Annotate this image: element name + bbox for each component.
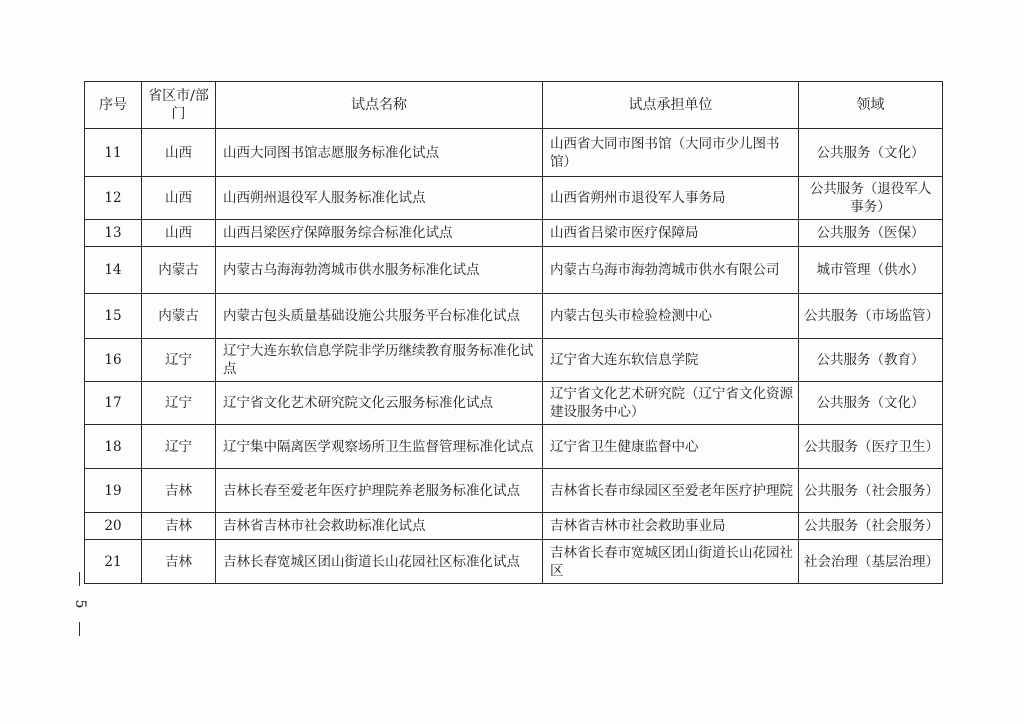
row-name: 山西大同图书馆志愿服务标准化试点 — [216, 129, 543, 177]
row-no: 18 — [85, 425, 142, 469]
row-unit: 山西省大同市图书馆（大同市少儿图书馆） — [543, 129, 799, 177]
row-field: 公共服务（教育） — [799, 339, 943, 382]
row-no: 19 — [85, 469, 142, 513]
row-province: 山西 — [142, 220, 216, 247]
row-field: 公共服务（退役军人事务） — [799, 177, 943, 220]
table-row — [85, 294, 943, 339]
table-row — [85, 220, 943, 247]
row-field: 公共服务（社会服务） — [799, 469, 943, 513]
row-name: 辽宁省文化艺术研究院文化云服务标准化试点 — [216, 382, 543, 425]
row-province: 山西 — [142, 177, 216, 220]
row-field: 社会治理（基层治理） — [799, 540, 943, 584]
table-row — [85, 129, 943, 177]
row-unit: 山西省吕梁市医疗保障局 — [543, 220, 799, 247]
row-province: 吉林 — [142, 469, 216, 513]
table-row — [85, 469, 943, 513]
row-unit: 辽宁省大连东软信息学院 — [543, 339, 799, 382]
row-no: 12 — [85, 177, 142, 220]
table-row — [85, 425, 943, 469]
row-name: 山西朔州退役军人服务标准化试点 — [216, 177, 543, 220]
row-no: 13 — [85, 220, 142, 247]
row-no: 16 — [85, 339, 142, 382]
row-name: 吉林长春宽城区团山街道长山花园社区标准化试点 — [216, 540, 543, 584]
table-row — [85, 177, 943, 220]
row-no: 21 — [85, 540, 142, 584]
pilot-projects-table — [84, 81, 943, 584]
row-no: 20 — [85, 513, 142, 540]
page-number-dash-bottom — [79, 622, 80, 636]
row-name: 吉林长春至爱老年医疗护理院养老服务标准化试点 — [216, 469, 543, 513]
row-unit: 吉林省长春市宽城区团山街道长山花园社区 — [543, 540, 799, 584]
header-name: 试点名称 — [216, 82, 543, 129]
row-unit: 吉林省吉林市社会救助事业局 — [543, 513, 799, 540]
table-row — [85, 382, 943, 425]
header-no: 序号 — [85, 82, 142, 129]
row-no: 15 — [85, 294, 142, 339]
row-name: 山西吕梁医疗保障服务综合标准化试点 — [216, 220, 543, 247]
row-field: 公共服务（社会服务） — [799, 513, 943, 540]
row-unit: 山西省朔州市退役军人事务局 — [543, 177, 799, 220]
row-field: 公共服务（文化） — [799, 129, 943, 177]
row-field: 城市管理（供水） — [799, 247, 943, 294]
row-unit: 内蒙古包头市检验检测中心 — [543, 294, 799, 339]
row-unit: 内蒙古乌海市海勃湾城市供水有限公司 — [543, 247, 799, 294]
row-field: 公共服务（医疗卫生） — [799, 425, 943, 469]
table-row — [85, 247, 943, 294]
row-name: 内蒙古乌海海勃湾城市供水服务标准化试点 — [216, 247, 543, 294]
table-header-row — [85, 82, 943, 129]
row-province: 辽宁 — [142, 425, 216, 469]
row-no: 17 — [85, 382, 142, 425]
row-province: 辽宁 — [142, 382, 216, 425]
row-field: 公共服务（文化） — [799, 382, 943, 425]
page-number-dash-top — [79, 572, 80, 586]
row-name: 辽宁集中隔离医学观察场所卫生监督管理标准化试点 — [216, 425, 543, 469]
row-unit: 吉林省长春市绿园区至爱老年医疗护理院 — [543, 469, 799, 513]
row-province: 吉林 — [142, 540, 216, 584]
row-province: 山西 — [142, 129, 216, 177]
row-no: 11 — [85, 129, 142, 177]
row-field: 公共服务（市场监管） — [799, 294, 943, 339]
table-row — [85, 339, 943, 382]
header-province: 省区市/部门 — [142, 82, 216, 129]
page-number-value: 5 — [72, 599, 88, 609]
row-name: 辽宁大连东软信息学院非学历继续教育服务标准化试点 — [216, 339, 543, 382]
header-field: 领域 — [799, 82, 943, 129]
row-field: 公共服务（医保） — [799, 220, 943, 247]
row-province: 内蒙古 — [142, 294, 216, 339]
row-province: 吉林 — [142, 513, 216, 540]
row-no: 14 — [85, 247, 142, 294]
table-row — [85, 540, 943, 584]
row-unit: 辽宁省文化艺术研究院（辽宁省文化资源建设服务中心） — [543, 382, 799, 425]
row-name: 吉林省吉林市社会救助标准化试点 — [216, 513, 543, 540]
row-name: 内蒙古包头质量基础设施公共服务平台标准化试点 — [216, 294, 543, 339]
row-province: 内蒙古 — [142, 247, 216, 294]
page-number — [70, 570, 90, 640]
table-row — [85, 513, 943, 540]
header-unit: 试点承担单位 — [543, 82, 799, 129]
row-unit: 辽宁省卫生健康监督中心 — [543, 425, 799, 469]
row-province: 辽宁 — [142, 339, 216, 382]
